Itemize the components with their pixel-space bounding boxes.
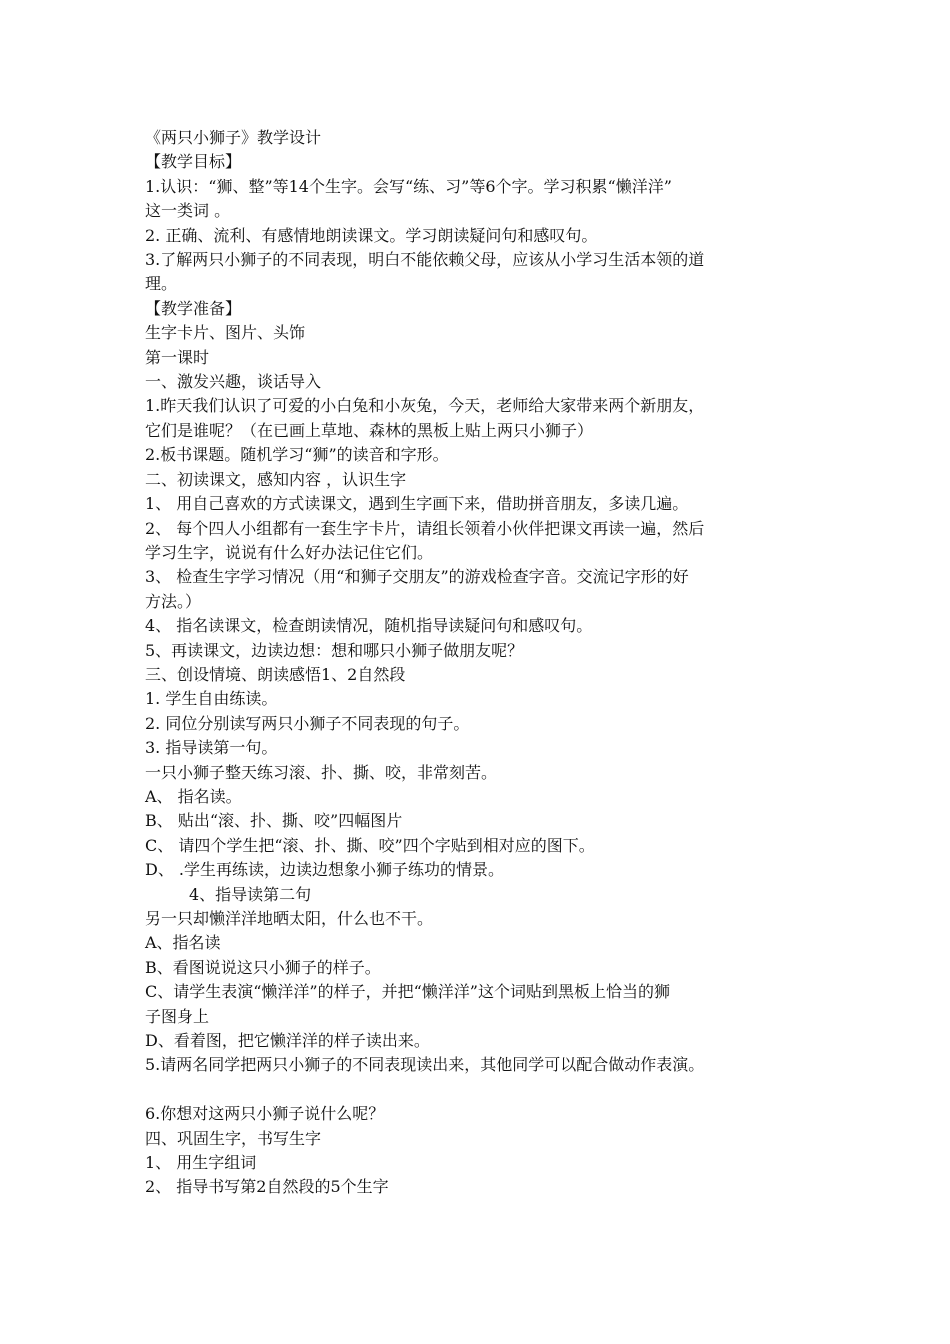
section-3-item-4-step-b: B、看图说说这只小狮子的样子。 [145,957,381,977]
section-3-step-d: D、 .学生再练读，边读边想象小狮子练功的情景。 [145,860,505,880]
goal-1-line-2: 这一类词 。 [145,201,231,221]
document-title: 《两只小狮子》教学设计 [145,128,322,147]
section-4-item-1: 1、 用生字组词 [145,1153,257,1173]
section-2-item-2-line-2: 学习生字，说说有什么好办法记住它们。 [145,542,434,562]
section-3-item-4-step-d: D、看着图，把它懒洋洋的样子读出来。 [145,1031,430,1051]
goal-1-line-1: 1.认识：“狮、整”等14个生字。会写“练、习”等6个字。学习积累“懒洋洋” [145,176,672,196]
section-1-item-1-line-2: 它们是谁呢？（在已画上草地、森林的黑板上贴上两只小狮子） [145,420,594,440]
prep-text: 生字卡片、图片、头饰 [145,323,306,343]
goal-3-line-1: 3.了解两只小狮子的不同表现，明白不能依赖父母，应该从小学习生活本领的道 [145,250,705,270]
document-page [145,126,813,1200]
section-3-item-6: 6.你想对这两只小狮子说什么呢？ [145,1104,385,1124]
section-2-heading: 二、初读课文，感知内容 ，认识生字 [145,469,407,489]
section-1-item-1-line-1: 1.昨天我们认识了可爱的小白兔和小灰兔，今天，老师给大家带来两个新朋友， [145,396,705,416]
section-3-heading: 三、创设情境、朗读感悟1、2自然段 [145,664,406,684]
section-4-item-2: 2、 指导书写第2自然段的5个生字 [145,1177,389,1197]
section-2-item-5: 5、再读课文，边读边想：想和哪只小狮子做朋友呢？ [145,640,524,660]
section-3-sentence-2: 另一只却懒洋洋地晒太阳，什么也不干。 [145,909,434,928]
section-3-item-2: 2. 同位分别读写两只小狮子不同表现的句子。 [145,713,470,733]
section-1-heading: 一、激发兴趣，谈话导入 [145,372,322,392]
section-2-item-1: 1、 用自己喜欢的方式读课文，遇到生字画下来，借助拼音朋友，多读几遍。 [145,494,689,514]
section-3-item-3: 3. 指导读第一句。 [145,738,278,758]
section-2-item-2-line-1: 2、 每个四人小组都有一套生字卡片，请组长领着小伙伴把课文再读一遍，然后 [145,518,705,538]
goals-heading: 【教学目标】 [145,152,242,172]
blank-line [145,1078,813,1102]
section-3-item-4: 4、指导读第二句 [189,884,312,904]
section-3-item-5: 5.请两名同学把两只小狮子的不同表现读出来，其他同学可以配合做动作表演。 [145,1055,705,1075]
section-2-item-4: 4、 指名读课文，检查朗读情况，随机指导读疑问句和感叹句。 [145,616,593,636]
lesson-label: 第一课时 [145,347,210,367]
section-2-item-3-line-2: 方法。） [145,591,202,611]
goal-3-line-2: 理。 [145,274,178,294]
section-3-item-1: 1. 学生自由练读。 [145,689,278,709]
prep-heading: 【教学准备】 [145,298,242,318]
section-3-item-4-step-c-line-2: 子图身上 [145,1006,210,1026]
section-3-step-b: B、 贴出“滚、扑、撕、咬”四幅图片 [145,811,403,831]
section-3-item-4-step-a: A、指名读 [145,933,221,953]
section-3-step-a: A、 指名读。 [145,786,242,806]
section-3-step-c: C、 请四个学生把“滚、扑、撕、咬”四个字贴到相对应的图下。 [145,835,595,855]
section-2-item-3-line-1: 3、 检查生字学习情况（用“和狮子交朋友”的游戏检查字音。交流记字形的好 [145,567,689,587]
section-3-sentence-1: 一只小狮子整天练习滚、扑、撕、咬，非常刻苦。 [145,762,498,782]
section-3-item-4-step-c-line-1: C、请学生表演“懒洋洋”的样子，并把“懒洋洋”这个词贴到黑板上恰当的狮 [145,982,670,1002]
section-4-heading: 四、巩固生字，书写生字 [145,1128,322,1148]
goal-2: 2. 正确、流利、有感情地朗读课文。学习朗读疑问句和感叹句。 [145,225,598,245]
section-1-item-2: 2.板书课题。随机学习“狮”的读音和字形。 [145,445,449,465]
